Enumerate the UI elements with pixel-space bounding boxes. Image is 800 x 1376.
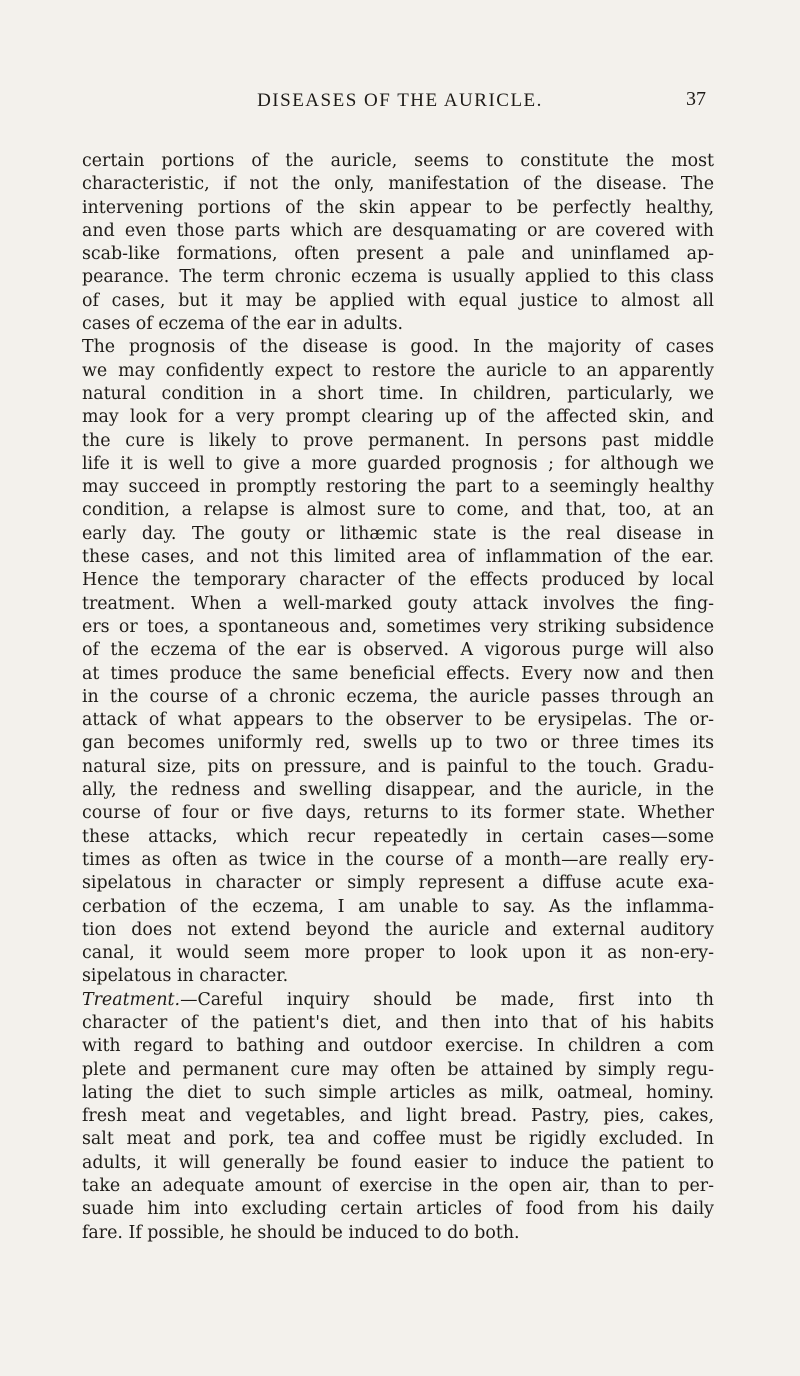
text-body bbox=[82, 150, 714, 1245]
text-line: lating the diet to such simple articles as milk, oatmeal, hominy. bbox=[82, 1082, 714, 1103]
text-line: pearance. The term chronic eczema is usually applied to this class bbox=[82, 267, 714, 288]
text-line: attack of what appears to the observer to be erysipelas. The or- bbox=[82, 710, 714, 731]
text-line: fresh meat and vegetables, and light bread. Pastry, pies, cakes, bbox=[82, 1106, 714, 1127]
text-line: at times produce the same beneficial effects. Every now and then bbox=[82, 663, 714, 684]
text-line: natural condition in a short time. In children, particularly, we bbox=[82, 383, 714, 404]
text-line: take an adequate amount of exercise in the open air, than to per- bbox=[82, 1176, 714, 1197]
page-header bbox=[0, 88, 800, 118]
text-line: cases of eczema of the ear in adults. bbox=[82, 314, 404, 335]
text-line: times as often as twice in the course of a month—are really ery- bbox=[82, 849, 714, 870]
text-line: may look for a very prompt clearing up of the affected skin, and bbox=[82, 407, 714, 428]
text-line: may succeed in promptly restoring the part to a seemingly healthy bbox=[82, 477, 714, 498]
text-line: ally, the redness and swelling disappear, and the auricle, in the bbox=[82, 780, 714, 801]
text-line: Hence the temporary character of the effects produced by local bbox=[82, 570, 714, 591]
text-line: The prognosis of the disease is good. In the majority of cases bbox=[82, 337, 714, 358]
running-head: DISEASES OF THE AURICLE. bbox=[257, 90, 543, 111]
text-line: these cases, and not this limited area of inflammation of the ear. bbox=[82, 547, 714, 568]
text-line: condition, a relapse is almost sure to come, and that, too, at an bbox=[82, 500, 714, 521]
text-line: cerbation of the eczema, I am unable to say. As the inflamma- bbox=[82, 896, 714, 917]
text-line: character of the patient's diet, and then into that of his habits bbox=[82, 1012, 714, 1033]
text-line: of cases, but it may be applied with equal justice to almost all bbox=[82, 290, 714, 311]
text-line: suade him into excluding certain articles of food from his daily bbox=[82, 1199, 714, 1220]
text-line: certain portions of the auricle, seems to constitute the most bbox=[82, 151, 714, 171]
text-line: sipelatous in character or simply represent a diffuse acute exa- bbox=[82, 873, 714, 894]
paragraph-2 bbox=[82, 336, 714, 988]
text-line: characteristic, if not the only, manifestation of the disease. The bbox=[82, 174, 714, 195]
text-line: of the eczema of the ear is observed. A vigorous purge will also bbox=[82, 640, 714, 661]
text-line: with regard to bathing and outdoor exercise. In children a com bbox=[82, 1036, 714, 1057]
text-line: life it is well to give a more guarded prognosis ; for although we bbox=[82, 453, 714, 474]
text-line: sipelatous in character. bbox=[82, 966, 289, 987]
text-line: early day. The gouty or lithæmic state is the real disease in bbox=[82, 523, 714, 544]
text-line: plete and permanent cure may often be attained by simply regu- bbox=[82, 1059, 714, 1080]
text-line: canal, it would seem more proper to look upon it as non-ery- bbox=[82, 943, 714, 964]
text-line: scab-like formations, often present a pale and uninflamed ap- bbox=[82, 244, 714, 265]
text-line: tion does not extend beyond the auricle and external auditory bbox=[82, 919, 714, 940]
text-line: natural size, pits on pressure, and is painful to the touch. Gradu- bbox=[82, 756, 714, 777]
paragraph-3 bbox=[82, 989, 714, 1245]
text-line: the cure is likely to prove permanent. In persons past middle bbox=[82, 430, 714, 451]
text-line: fare. If possible, he should be induced to do both. bbox=[82, 1222, 520, 1243]
text-line: in the course of a chronic eczema, the auricle passes through an bbox=[82, 686, 714, 707]
text-line: these attacks, which recur repeatedly in certain cases—some bbox=[82, 826, 714, 847]
text-line-rest: —Careful inquiry should be made, first into th bbox=[180, 989, 714, 1010]
text-line: we may confidently expect to restore the auricle to an apparently bbox=[82, 360, 714, 381]
paragraph-1 bbox=[82, 150, 714, 336]
text-line: and even those parts which are desquamating or are covered with bbox=[82, 220, 714, 241]
treatment-heading: Treatment. bbox=[82, 989, 181, 1010]
text-line: treatment. When a well-marked gouty attack involves the fing- bbox=[82, 593, 714, 614]
page-number: 37 bbox=[686, 88, 706, 110]
text-line: gan becomes uniformly red, swells up to two or three times its bbox=[82, 733, 714, 754]
text-line: ers or toes, a spontaneous and, sometimes very striking subsidence bbox=[82, 616, 714, 637]
text-line: intervening portions of the skin appear to be perfectly healthy, bbox=[82, 197, 714, 218]
text-line: adults, it will generally be found easier to induce the patient to bbox=[82, 1152, 714, 1173]
text-line bbox=[82, 989, 714, 1012]
text-line: course of four or five days, returns to its former state. Whether bbox=[82, 803, 714, 824]
text-line: salt meat and pork, tea and coffee must be rigidly excluded. In bbox=[82, 1129, 714, 1150]
